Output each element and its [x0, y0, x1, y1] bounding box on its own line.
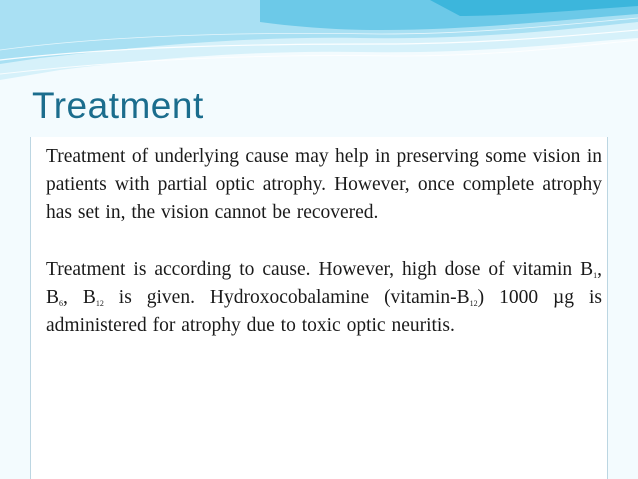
decorative-wave-banner: [0, 0, 638, 90]
subscript-4: 12: [469, 299, 478, 308]
paragraph-2-text-5: ) 1000 µg is administered for atrophy due to toxic optic neuritis.: [46, 287, 602, 336]
paragraph-2-text-3: , B: [63, 287, 96, 308]
paragraph-2-text-1: Treatment is according to cause. However, high dose of vitamin B: [46, 259, 594, 280]
paragraph-1: Treatment of underlying cause may help in preserving some vision in patients with partial optic atrophy. However, once complete atrophy has set in, the vision cannot be recovered.: [46, 146, 602, 223]
paragraph-2-text-4: is given. Hydroxocobalamine (vitamin-B: [103, 287, 470, 308]
paragraph-2: [46, 256, 602, 340]
slide-title: Treatment: [32, 85, 204, 126]
subscript-1: 1: [593, 271, 598, 280]
subscript-2: 6: [59, 299, 64, 308]
paragraph-2-text-2: , B: [46, 259, 602, 308]
subscript-3: 12: [95, 299, 104, 308]
